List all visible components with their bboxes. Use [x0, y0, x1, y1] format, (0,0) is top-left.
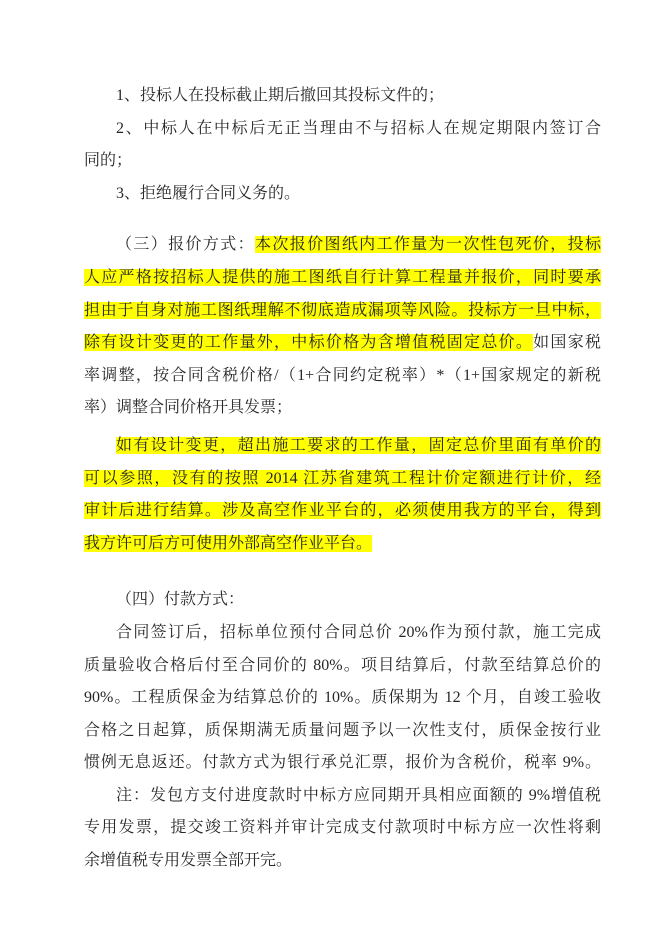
highlighted-text: 本次报价图纸内工作量为一次性包死价，投标 — [254, 236, 601, 254]
highlighted-text: 我方许可后方可使用外部高空作业平台。 — [84, 534, 373, 552]
text-line — [84, 845, 601, 878]
text-segment: 率）调整合同价格开具发票； — [84, 399, 293, 417]
text-segment: 专用发票，提交竣工资料并审计完成支付款项时中标方应一次性将剩 — [84, 819, 601, 837]
text-line — [84, 327, 601, 360]
paragraph-item-3 — [84, 178, 601, 211]
text-segment: （三）报价方式： — [116, 236, 255, 254]
paragraph-item-1 — [84, 80, 601, 113]
text-segment: 率调整，按合同含税价格/（1+合同约定税率）*（1+国家规定的新税 — [84, 366, 601, 384]
text-segment: 90%。工程质保金为结算总价的 10%。质保期为 12 个月，自竣工验收 — [84, 689, 601, 707]
text-line — [84, 528, 601, 561]
text-line — [84, 715, 601, 748]
text-line — [84, 650, 601, 683]
text-segment: 质量验收合格后付至合同价的 80%。项目结算后，付款至结算总价的 — [84, 656, 601, 674]
highlighted-text: 担由于自身对施工图纸理解不彻底造成漏项等风险。投标方一旦中标， — [84, 301, 601, 319]
text-segment: 合同签订后，招标单位预付合同总价 20%作为预付款，施工完成 — [116, 623, 601, 641]
paragraph-item-2 — [84, 113, 601, 178]
text-segment: 如国家税 — [533, 334, 601, 352]
paragraph-payment-terms — [84, 617, 601, 780]
text-line — [84, 145, 601, 178]
text-line — [84, 584, 601, 617]
paragraph-note — [84, 780, 601, 878]
text-segment: 注：发包方支付进度款时中标方应同期开具相应面额的 9%增值税 — [116, 786, 601, 804]
text-line — [84, 178, 601, 211]
text-segment: （四）付款方式： — [116, 591, 245, 609]
highlighted-text: 人应严格按招标人提供的施工图纸自行计算工程量并报价，同时要承 — [84, 268, 601, 286]
text-segment: 合格之日起算，质保期满无质量问题予以一次性支付，质保金按行业 — [84, 721, 601, 739]
highlighted-text: 除有设计变更的工作量外，中标价格为含增值税固定总价。 — [84, 334, 534, 352]
highlighted-text: 审计后进行结算。涉及高空作业平台的，必须使用我方的平台，得到 — [84, 502, 601, 520]
text-line — [84, 812, 601, 845]
text-segment: 2、中标人在中标后无正当理由不与招标人在规定期限内签订合 — [116, 119, 601, 137]
paragraph-payment-heading — [84, 584, 601, 617]
text-line — [84, 295, 601, 328]
text-segment: 1、投标人在投标截止期后撤回其投标文件的； — [116, 87, 445, 104]
text-line — [84, 463, 601, 496]
highlighted-text: 如有设计变更，超出施工要求的工作量，固定总价里面有单价的 — [116, 436, 601, 454]
text-segment: 同的； — [84, 152, 133, 170]
text-line — [84, 682, 601, 715]
document-body — [84, 80, 601, 878]
highlighted-text: 可以参照，没有的按照 2014 江苏省建筑工程计价定额进行计价，经 — [84, 469, 601, 487]
text-segment: 3、拒绝履行合同义务的。 — [116, 184, 301, 202]
text-line — [84, 80, 601, 113]
paragraph-pricing — [84, 229, 601, 425]
text-line — [84, 430, 601, 463]
text-segment: 惯例无息返还。付款方式为银行承兑汇票，报价为含税价，税率 9%。 — [84, 754, 601, 772]
text-line — [84, 780, 601, 813]
paragraph-design-change — [84, 430, 601, 560]
text-line — [84, 229, 601, 262]
text-line — [84, 262, 601, 295]
text-line — [84, 747, 601, 780]
text-line — [84, 113, 601, 146]
text-line — [84, 360, 601, 393]
text-line — [84, 392, 601, 425]
text-line — [84, 617, 601, 650]
text-line — [84, 495, 601, 528]
text-segment: 余增值税专用发票全部开完。 — [84, 852, 293, 870]
